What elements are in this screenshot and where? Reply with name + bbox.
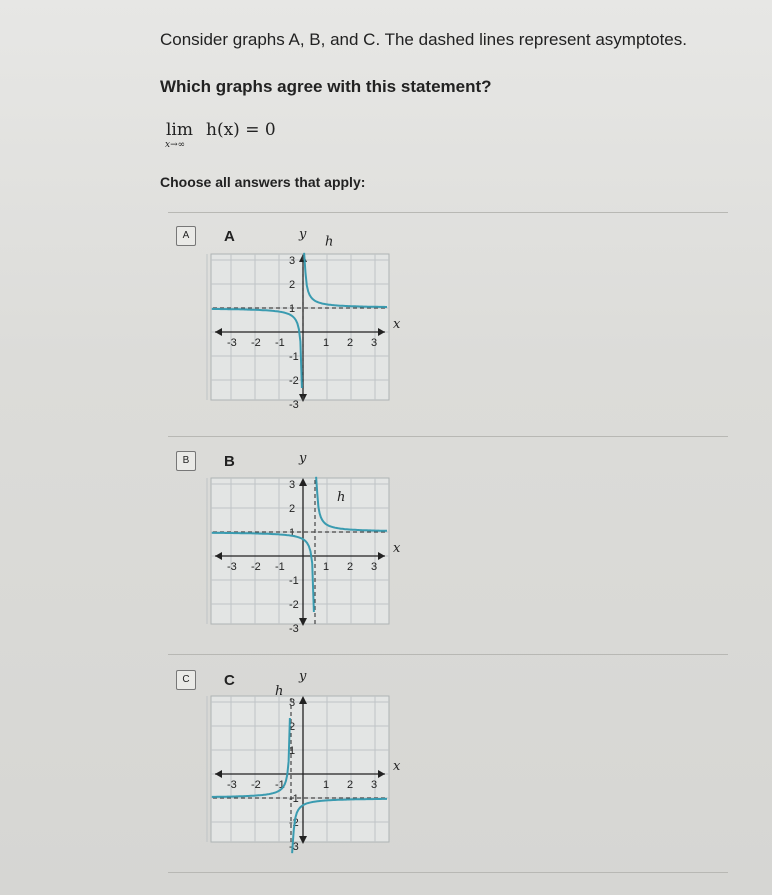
x-tick-label: -3 — [227, 337, 237, 349]
coordinate-plane — [207, 448, 401, 635]
y-tick-label: -1 — [289, 575, 299, 587]
option-a-checkbox[interactable]: A — [176, 226, 196, 246]
instruction-text: Choose all answers that apply: — [160, 174, 366, 190]
y-tick-label: -1 — [289, 351, 299, 363]
option-b-checkbox[interactable]: B — [176, 451, 196, 471]
y-axis-label: y — [299, 227, 307, 242]
y-tick-label: 3 — [289, 479, 296, 491]
x-tick-label: -1 — [275, 779, 285, 791]
x-tick-label: -3 — [227, 779, 237, 791]
coordinate-plane — [207, 666, 401, 853]
y-axis-label: y — [299, 669, 307, 684]
limit-subscript: x→∞ — [165, 140, 186, 150]
x-axis-label: x — [393, 317, 401, 332]
y-tick-label: -3 — [289, 623, 299, 635]
x-tick-label: -1 — [275, 337, 285, 349]
divider — [168, 212, 728, 213]
limit-word: lim — [166, 120, 193, 140]
x-tick-label: 1 — [323, 779, 330, 791]
x-tick-label: -2 — [251, 561, 261, 573]
y-tick-label: 1 — [289, 527, 296, 539]
x-tick-label: -3 — [227, 561, 237, 573]
y-tick-label: 1 — [289, 745, 296, 757]
x-tick-label: 1 — [323, 561, 330, 573]
x-tick-label: -2 — [251, 337, 261, 349]
graph-a — [207, 224, 401, 411]
y-tick-label: 2 — [289, 503, 296, 515]
divider — [168, 436, 728, 437]
function-label: h — [337, 489, 346, 505]
y-tick-label: -3 — [289, 841, 299, 853]
y-tick-label: 2 — [289, 279, 296, 291]
y-tick-label: 2 — [289, 721, 296, 733]
function-label: h — [325, 234, 334, 250]
option-b-label: B — [224, 453, 235, 470]
grid-background — [211, 478, 389, 624]
option-c-label: C — [224, 672, 235, 689]
question-prompt: Which graphs agree with this statement? — [160, 77, 492, 96]
y-tick-label: -3 — [289, 399, 299, 411]
y-tick-label: -2 — [289, 599, 299, 611]
x-axis-label: x — [393, 759, 401, 774]
question-intro: Consider graphs A, B, and C. The dashed lines represent asymptotes. — [160, 30, 687, 49]
x-axis-label: x — [393, 541, 401, 556]
x-tick-label: 2 — [347, 779, 354, 791]
x-tick-label: -1 — [275, 561, 285, 573]
coordinate-plane — [207, 224, 401, 411]
y-tick-label: -2 — [289, 375, 299, 387]
x-tick-label: -2 — [251, 779, 261, 791]
x-tick-label: 1 — [323, 337, 330, 349]
y-tick-label: 3 — [289, 255, 296, 267]
limit-expression — [160, 118, 320, 158]
function-label: h — [275, 683, 284, 699]
y-tick-label: -1 — [289, 793, 299, 805]
option-c-checkbox[interactable]: C — [176, 670, 196, 690]
divider — [168, 654, 728, 655]
x-tick-label: 3 — [371, 337, 378, 349]
x-tick-label: 3 — [371, 779, 378, 791]
x-tick-label: 2 — [347, 337, 354, 349]
graph-c — [207, 666, 401, 853]
divider — [168, 872, 728, 873]
grid-background — [211, 254, 389, 400]
grid-background — [211, 696, 389, 842]
x-tick-label: 2 — [347, 561, 354, 573]
graph-b — [207, 448, 401, 635]
x-tick-label: 3 — [371, 561, 378, 573]
y-axis-label: y — [299, 451, 307, 466]
option-a-label: A — [224, 228, 235, 245]
limit-function: h(x) = 0 — [206, 120, 276, 140]
y-tick-label: 1 — [289, 303, 296, 315]
y-tick-label: 3 — [289, 697, 296, 709]
y-tick-label: -2 — [289, 817, 299, 829]
